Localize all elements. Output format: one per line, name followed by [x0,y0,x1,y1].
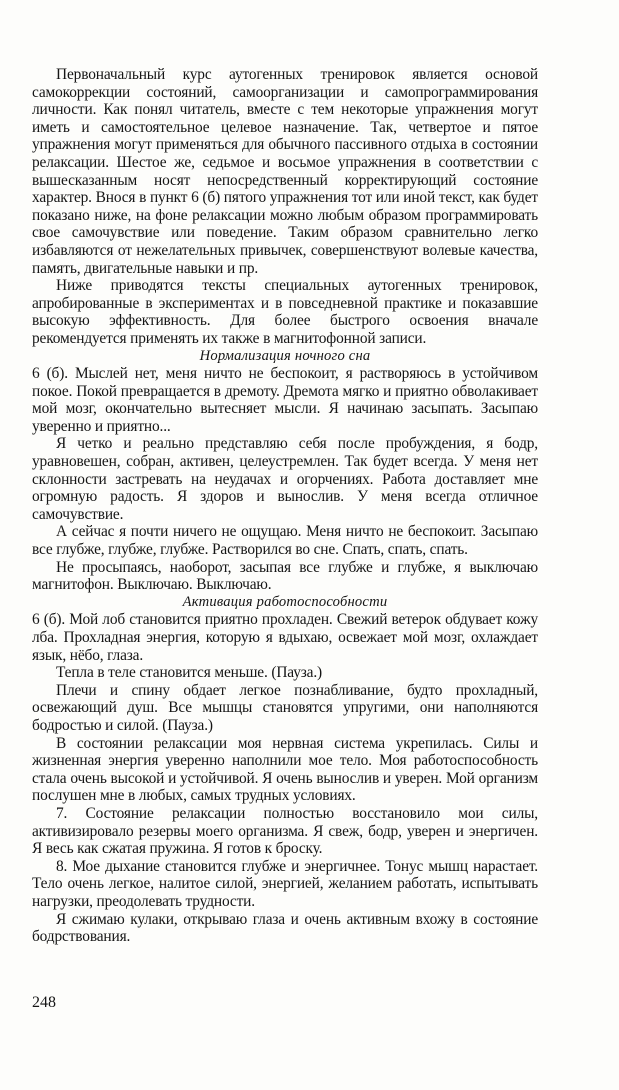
section-heading-sleep: Нормализация ночного сна [199,347,371,364]
paragraph: 8. Мое дыхание становится глубже и энергичнее. Тонус мышц нарастает. Тело очень легкое, налитое силой, энергией, желанием работать, испытывать нагрузки, преодолевать трудности. [32,857,538,910]
paragraph: 6 (б). Мой лоб становится приятно прохладен. Свежий ветерок обдувает кожу лба. Прохладная энергия, которую я вдыхаю, освежает мой мозг, охлаждает язык, нёбо, глаза. [32,611,538,664]
paragraph: В состоянии релаксации моя нервная система укрепилась. Силы и жизненная энергия уверенно наполнили мое тело. Моя работоспособность стала очень высокой и устойчивой. Я очень вынослив и уверен. Мой организм послушен мне в любых, самых трудных условиях. [32,734,538,805]
paragraph: Я четко и реально представляю себя после пробуждения, я бодр, уравновешен, собран, активен, целеустремлен. Так будет всегда. У меня нет склонности застревать на неудачах и огорчениях. Работа доставляет мне огромную радость. Я здоров и вынослив. У меня всегда отличное самочувствие. [32,435,538,523]
paragraph: А сейчас я почти ничего не ощущаю. Меня ничто не беспокоит. Засыпаю все глубже, глубже, глубже. Растворился во сне. Спать, спать, спать. [32,523,538,559]
paragraph: Не просыпаясь, наоборот, засыпая все глубже и глубже, я выключаю магнитофон. Выключаю. Выключаю. [32,558,538,594]
paragraph: Плечи и спину обдает легкое познабливание, будто прохладный, освежающий душ. Все мышцы становятся упругими, они наполняются бодростью и силой. (Пауза.) [32,681,538,734]
paragraph: 6 (б). Мыслей нет, меня ничто не беспокоит, я растворяюсь в устойчивом покое. Покой превращается в дремоту. Дремота мягко и приятно обволакивает мой мозг, окончательно вытесняет мысли. Я начинаю засыпать. Засыпаю уверенно и приятно... [32,365,538,435]
paragraph: Ниже приводятся тексты специальных аутогенных тренировок, апробированные в экспериментах и в повседневной практике и показавшие высокую эффективность. Для более быстрого освоения вначале рекомендуется применять их также в магнитофонной записи. [32,277,538,347]
section-heading-activation: Активация работоспособности [182,593,388,610]
page-text [32,66,538,946]
paragraph: Первоначальный курс аутогенных тренировок является основой самокоррекции состояний, самоорганизации и самопрограммирования личности. Как понял читатель, вместе с тем некоторые упражнения могут иметь и самостоятельное целевое назначение. Так, четвертое и пятое упражнения могут применяться для обычного пассивного отдыха в состоянии релаксации. Шестое же, седьмое и восьмое упражнения в соответствии с вышесказанным носят непосредственный корректирующий состояние характер. Внося в пункт 6 (б) пятого упражнения тот или иной текст, как будет показано ниже, на фоне релаксации можно любым образом программировать свое самочувствие или поведение. Таким образом сравнительно легко избавляются от нежелательных привычек, совершенствуют волевые качества, память, двигательные навыки и пр. [32,66,538,277]
paragraph: Я сжимаю кулаки, открываю глаза и очень активным вхожу в состояние бодрствования. [32,910,538,946]
paragraph: Тепла в теле становится меньше. (Пауза.) [56,664,323,682]
paragraph: 7. Состояние релаксации полностью восстановило мои силы, активизировало резервы моего организма. Я свеж, бодр, уверен и энергичен. Я весь как сжатая пружина. Я готов к броску. [32,804,538,858]
page-number: 248 [32,994,56,1011]
